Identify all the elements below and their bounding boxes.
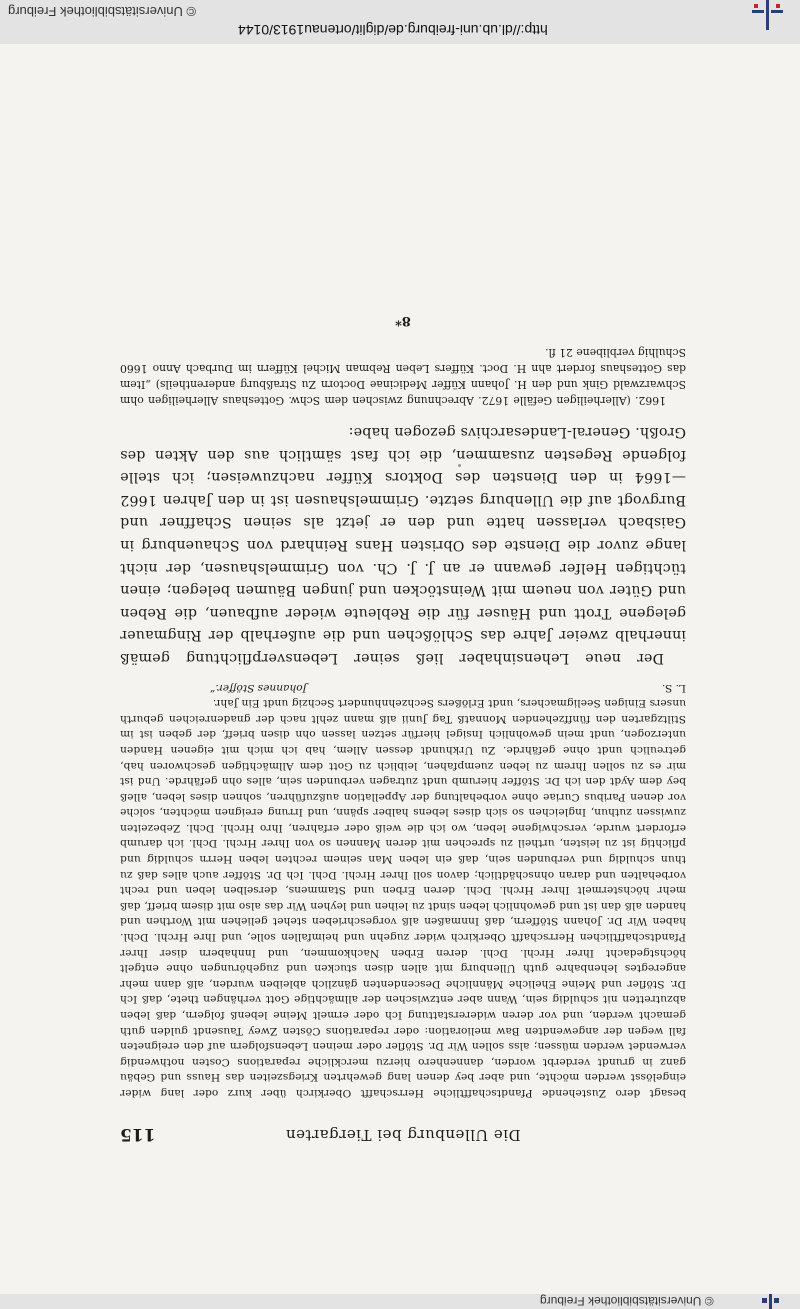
quoted-document-text: besagt dero Zustehende Pfandtschafftliche Herrschafft Oberkirch über kurz oder lang wider eingelösst werden möchte, und aber bey denen lang gewehrten Kriegszeiten das Hauss und Gebäu ganz in grundt verderbt worden, dannenhero hierzu merckliche reparations Costen nothwendig verwendet werden müssen; alss sollen Wir Dr. Stöfler oder meinen Lebensfolgern auf den ereigneten fall wegen der angewendten Baw melioration: oder reparations Cösten Zwey Tausendt gulden guth gemacht werden, und vor deren widererstattung Ich oder ermelt Meine lebenß folgern, daß leben abzutretten nit schuldig sein, Wann aber entzwischen der allmächtige Gott verhängen thete, daß Ich Dr. Stöfler und Meine Eheliche Männliche Descendenten gänzlich ableiben wurden, alß dann mehr angeregtes lehenbahre guth Ullenburg mit allen disen stucken und zugehörungen ohne entgelt höchstgedacht Ihrer Hrchl. Dchl. deren Erben Nachkommen, und Innhabern diser Ihrer Pfandtschafftlichen Herrschafft Oberkirch wider zugehn und heimfallen solle, und Ihre Hrchl. Dchl. haben Wir Dr. Johann Stöffern, daß Innmaßen alß vorgeschrieben stehet geliehen mit Worthen und handen alß dan ist und gewohnlich leben sindt zu leihen und leyhen Wir das also mit disem brieff, daß mehr höchstermelt Ihrer Hrchl. Dchl. deren Erben und Stammens, derselben leben und recht vorbehalten und daran ohnschädtlich; davon soll Ihrer Hrchl. Dchl. Ich Dr. Stöffer auch alles daß zu thun schuldig und verbunden sein, daß ein leben Man seinem rechten leben Herrn schuldig und pflichtig ist zu leisten, urtheil zu sprechen mit deren Mannen so von Ihrer Hrchl. Dchl. ich darumb erfordert wurde, verschwigene leben, wo ich die weiß oder erfahren, Ihro Hrchl. Dchl. Zebezeiten zuwissen zuthun, Ingleichen so sich dises lebens halber spänn, und Irrung ereignen möchten, solche vor denen Paribus Curiae ohne vorbehaltung der Appellation außzuführen, sohnen dises leben, alleß bey dem Aydt den ich Dr. Stöffer hierumb undt zutragen verbunden sein, alles ohn gefährde. Und ist mir es zu sollen Ihrem zu leben zuempfahen, leiblich zu Gott dem Allmächtigen geschworen hab, getreulich undt ohne gefährde. Zu Urkhundt dessen Allem, hab ich mich mit eigenen Handen unterzogen, undt mein gewohnlich Insigel hierfür setzen lassen ohn disen brieff, der geben ist im Stiltzgarten den fünffzehenden Monnatß Tag Junii alß mann zehlt nach der gnadenreichen geburth unsers Einigen Seeligmachers, undt Erlößers Sechzehnhundert Sechzig undt Ein Jahr. <box>120 697 686 1099</box>
viewer-header-bar <box>0 0 800 44</box>
page-number: 115 <box>120 1124 156 1144</box>
printed-page <box>120 144 686 1144</box>
scanned-page-area <box>0 44 800 1294</box>
body-paragraph: Der neue Lehensinhaber ließ seiner Lebensverpflichtung gemäß innerhalb zweier Jahre das Schlößchen und die außerhalb der Ringmauer gelegene Trott und Häuser für die Rebleute wieder aufbauen, die Reben und Güter von neuem mit Weinstöcken und jungen Bäumen belegen; einen tüchtigen Helfer gewann er an J. J. Ch. von Grimmelshausen, der nicht lange zuvor die Dienste des Obristen Hans Reinhard von Schauenburg in Gaisbach verlassen hatte und den er jetzt als seinen Schaffner und Burgvogt auf die Ullenburg setzte. Grimmelshausen ist in den Jahren 1662—1664 in den Diensten des Doktors Küffer nachzuweisen; ich stelle folgende Regesten zusammen, die ich fast sämtlich aus den Akten des Großh. General-Landesarchivs gezogen habe: <box>120 424 686 666</box>
printer-signature-mark: 8* <box>395 313 411 329</box>
signature-name: Johannes Stöffer.“ <box>210 681 307 694</box>
running-head-title: Die Ullenburg bei Tiergarten <box>285 1126 521 1144</box>
copyright-credit-footer: © Universitätsbibliothek Freiburg <box>540 1294 714 1308</box>
library-logo-icon <box>748 0 788 30</box>
copyright-credit: © Universitätsbibliothek Freiburg <box>8 4 197 19</box>
viewer-footer-bar <box>0 1294 800 1309</box>
running-head <box>120 1116 686 1144</box>
signature-line <box>120 679 686 695</box>
regest-entry: 1662. (Allerheiligen Gefälle 1672. Abrechnung zwischen dem Schw. Gotteshaus Allerheiligen ohm Schwarzwald Gink und den H. Johann Küffer Medicinae Doctorn Zu Straßburg anderentheils) „Item das Gotteshaus fordert ahn H. Doct. Küffers Leben Rebman Michel Küffern im Durbach Anno 1660 Schulhig verblibene 21 fl. <box>120 346 686 408</box>
library-logo-small-icon <box>760 1294 782 1309</box>
source-url[interactable]: http://dl.ub.uni-freiburg.de/diglit/ortenau1913/0144 <box>238 22 548 38</box>
seal-initials: L. S. <box>661 681 686 694</box>
